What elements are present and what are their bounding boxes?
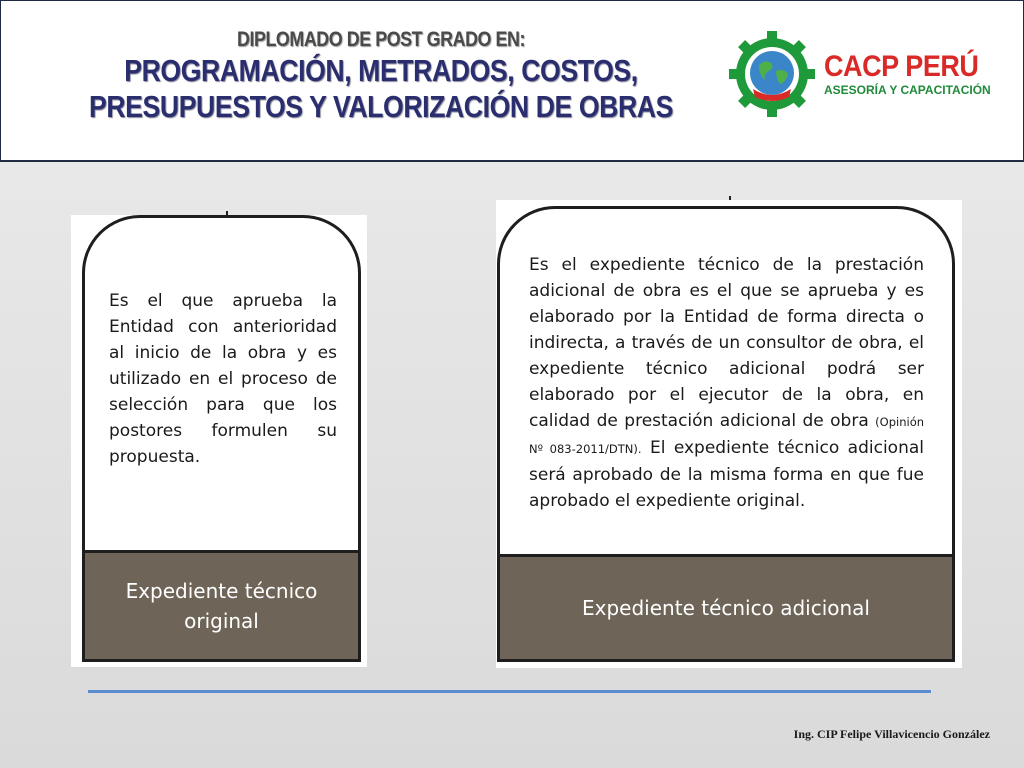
- card-original-body: Es el que aprueba la Entidad con anterioridad al inicio de la obra y es utilizado en el proceso de selección para que los postores formulen su propuesta.: [109, 291, 337, 467]
- title-block: [41, 27, 721, 125]
- card-adicional-footer: Expediente técnico adicional: [500, 554, 952, 659]
- separator-line: [88, 690, 931, 693]
- card-adicional-opinion-note: (Opinión Nº 083-2011/DTN).: [529, 415, 925, 456]
- card-adicional: [497, 206, 955, 662]
- brand-tagline: ASESORÍA Y CAPACITACIÓN: [824, 83, 991, 97]
- brand-name: CACP PERÚ: [824, 50, 979, 83]
- header-banner: [0, 0, 1024, 162]
- gear-globe-icon: [729, 31, 815, 117]
- author-credit: Ing. CIP Felipe Villavicencio González: [793, 727, 990, 741]
- card-adicional-body: [529, 252, 924, 514]
- diploma-subtitle: DIPLOMADO DE POST GRADO EN:: [236, 28, 526, 51]
- card-original-footer: Expediente técnico original: [85, 550, 358, 659]
- title-line-1: PROGRAMACIÓN, METRADOS, COSTOS,: [124, 53, 638, 88]
- cacp-logo: [729, 31, 989, 117]
- brand-block: [824, 51, 996, 97]
- card-adicional-body-end: El expediente técnico adicional será aprobado de la misma forma en que fue aprobado el expediente original.: [529, 438, 924, 511]
- card-adicional-body-start: Es el expediente técnico de la prestación adicional de obra es el que se aprueba y es elaborado por la Entidad de forma directa o indirecta, a través de un consultor de obra, el expediente técnico adicional podrá ser elaborado por el ejecutor de la obra, en calidad de prestación adicional de obra: [529, 255, 924, 431]
- card-original: [82, 215, 361, 662]
- title-line-2: PRESUPUESTOS Y VALORIZACIÓN DE OBRAS: [89, 89, 673, 124]
